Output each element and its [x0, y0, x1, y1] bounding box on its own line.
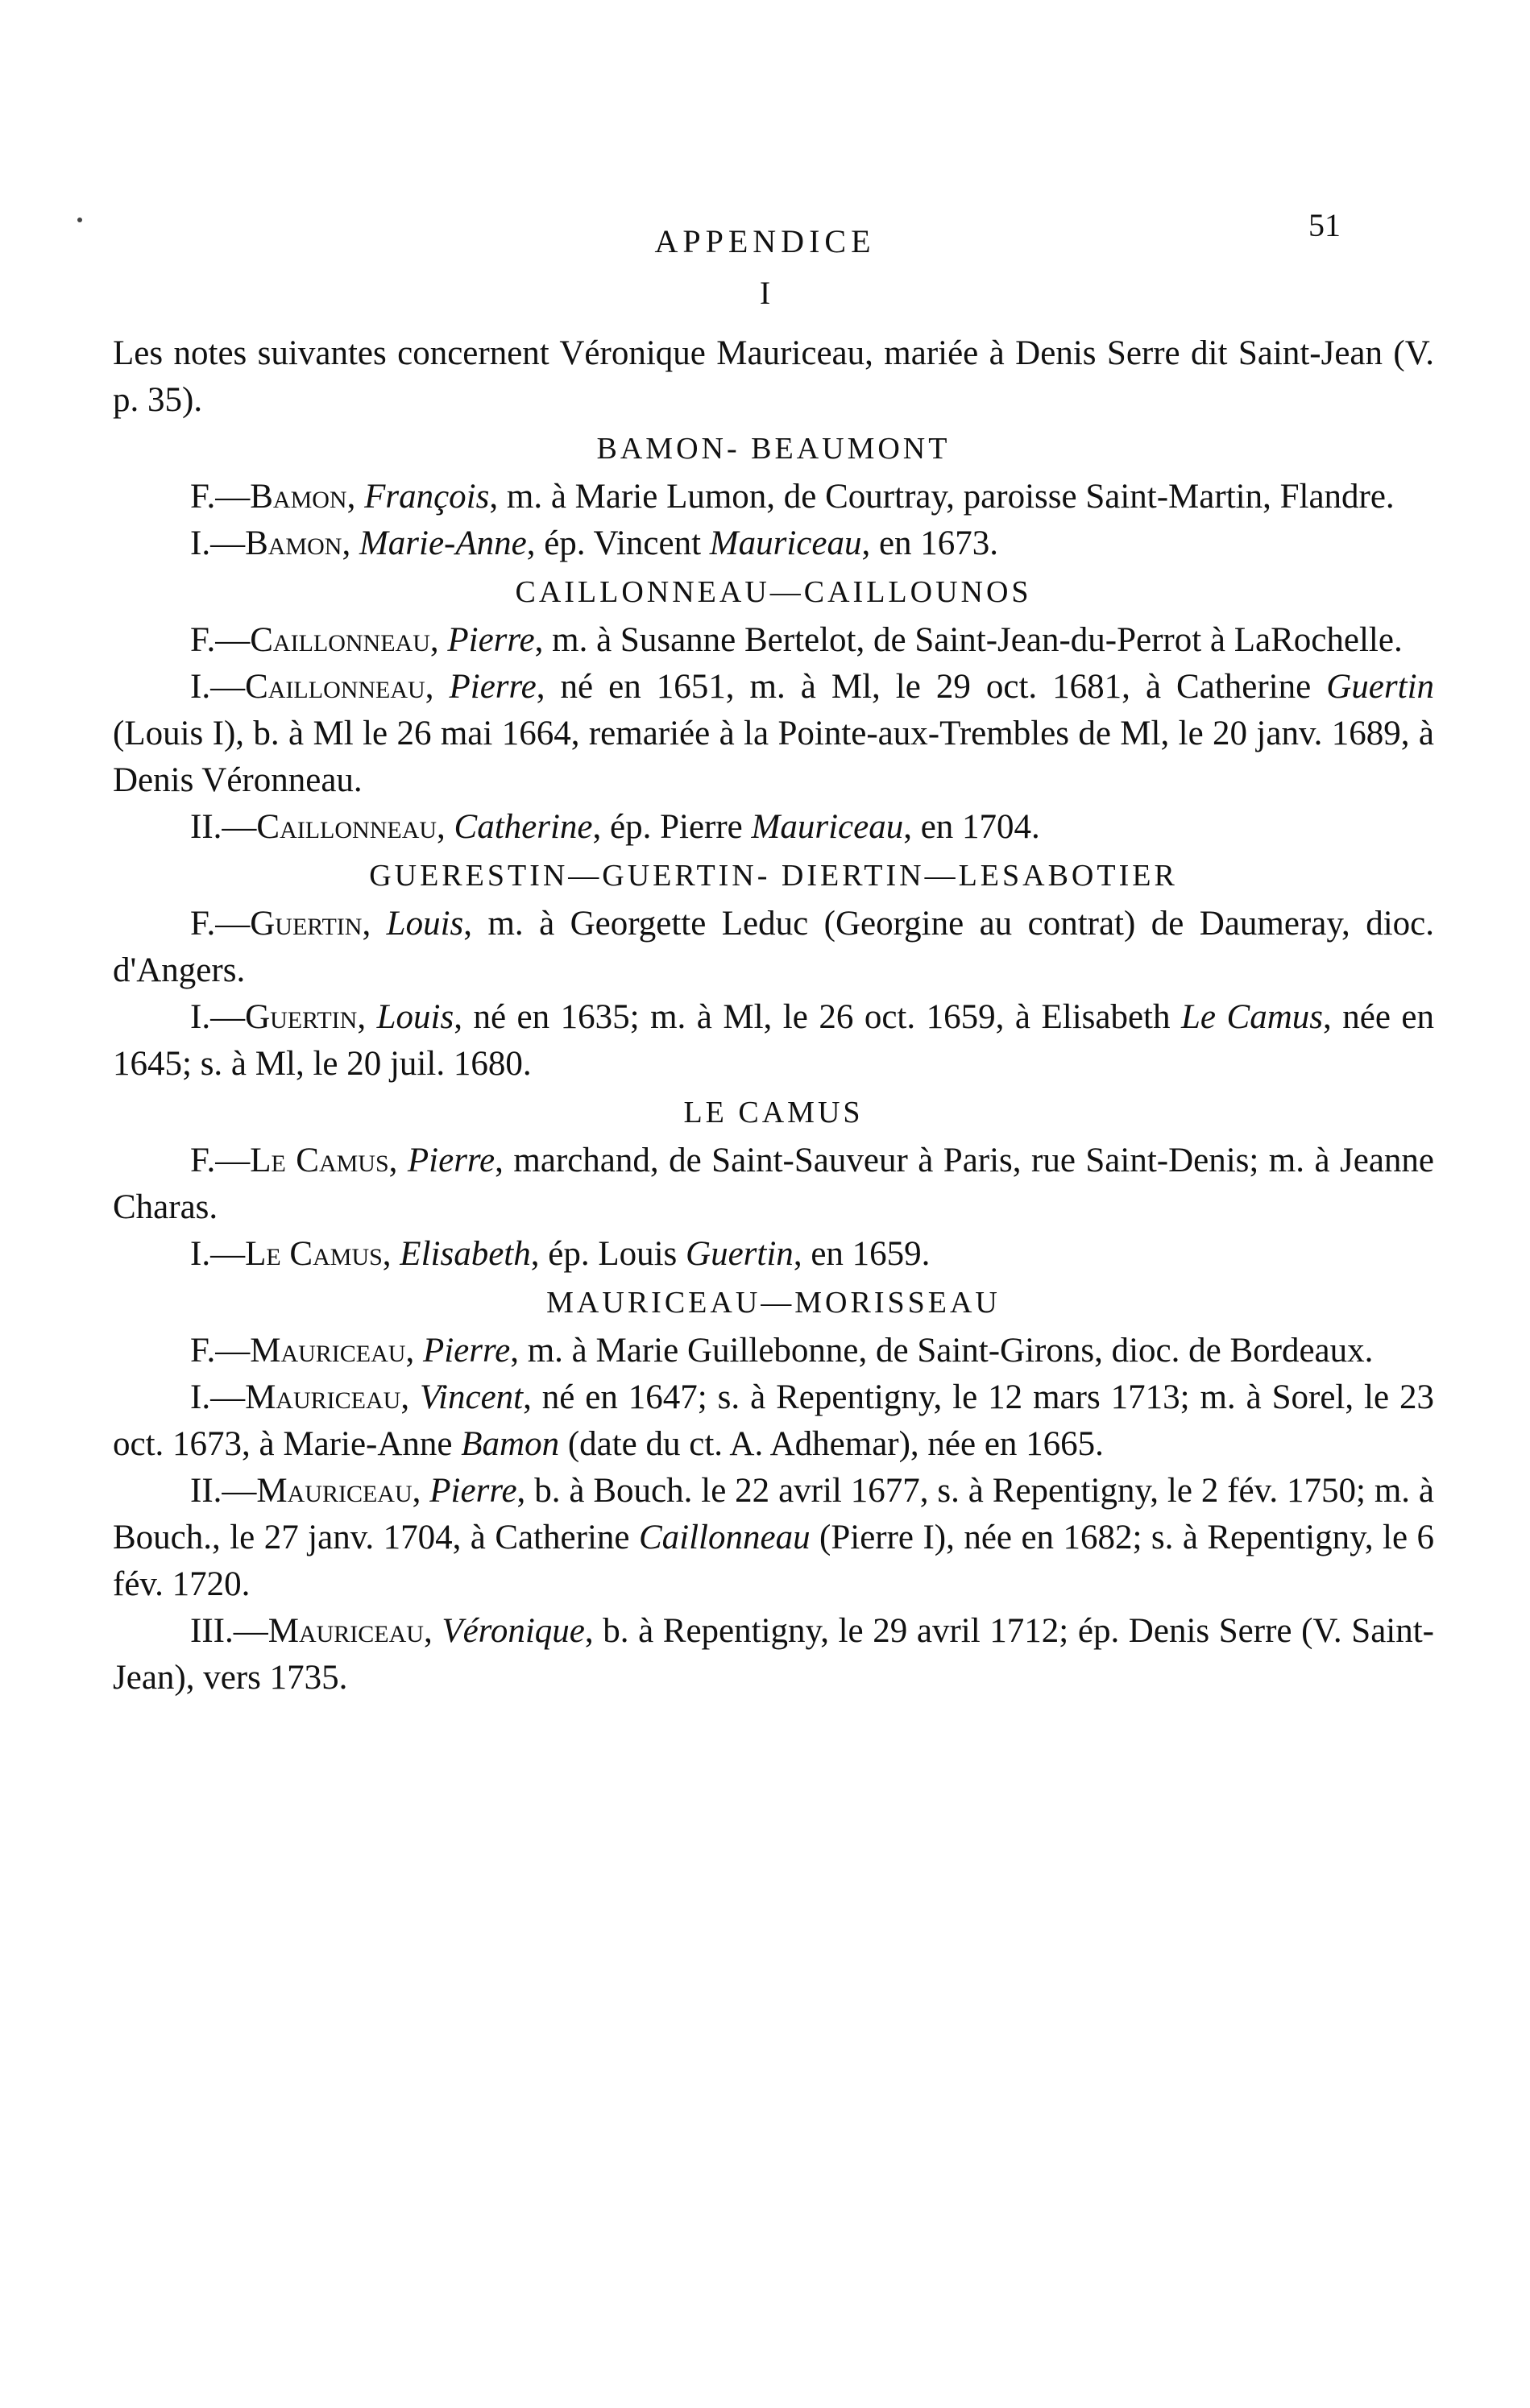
entry-text-continued: , en 1659.: [793, 1235, 931, 1273]
surname: Guertin: [250, 905, 363, 943]
given-name: Pierre: [422, 1332, 511, 1370]
given-name: Pierre: [407, 1142, 495, 1179]
surname: Le Camus: [245, 1235, 383, 1273]
surname: Caillonneau: [245, 668, 425, 706]
entry-text-continued: , en 1673.: [861, 524, 999, 562]
surname: Mauriceau: [267, 1612, 424, 1650]
intro-paragraph: Les notes suivantes concernent Véronique Mauriceau, mariée à Denis Serre dit Saint-Jean (V. p. 35).: [113, 334, 1434, 419]
entry-text-continued: , née en 1645; s. à Ml, le 20 juil. 1680.: [113, 998, 1435, 1083]
genealogy-entry: I.—Caillonneau, Pierre, né en 1651, m. à Ml, le 29 oct. 1681, à Catherine Guertin (Louis I), b. à Ml le 26 mai 1664, remariée à la Pointe-aux-Trembles de Ml, le 20 janv. 1689, à Denis Véronneau.: [113, 668, 1435, 799]
given-name: Pierre: [449, 668, 537, 706]
family-list: [113, 425, 1434, 1701]
surname: Caillonneau: [256, 808, 437, 846]
genealogy-entry: I.—Bamon, Marie-Anne, ép. Vincent Mauriceau, en 1673.: [190, 524, 999, 562]
genealogy-entry: I.—Guertin, Louis, né en 1635; m. à Ml, le 26 oct. 1659, à Elisabeth Le Camus, née en 1645; s. à Ml, le 20 juil. 1680.: [113, 998, 1435, 1083]
surname: Bamon: [250, 478, 347, 516]
genealogy-entry: II.—Caillonneau, Catherine, ép. Pierre Mauriceau, en 1704.: [190, 808, 1040, 846]
spouse-surname: Guertin: [686, 1235, 794, 1273]
entry-text: , m. à Georgette Leduc (Georgine au contrat) de Daumeray, dioc. d'Angers.: [113, 905, 1435, 989]
surname: Guertin: [245, 998, 358, 1036]
genealogy-entry: I.—Mauriceau, Vincent, né en 1647; s. à Repentigny, le 12 mars 1713; m. à Sorel, le 23 oct. 1673, à Marie-Anne Bamon (date du ct. A. Adhemar), née en 1665.: [113, 1378, 1434, 1463]
generation-marker: III.—: [190, 1612, 268, 1650]
generation-marker: F.—: [190, 905, 251, 943]
spouse-surname: Caillonneau: [638, 1519, 811, 1556]
family-heading: CAILLONNEAU—CAILLOUNOS: [515, 575, 1032, 609]
genealogy-entry: F.—Caillonneau, Pierre, m. à Susanne Bertelot, de Saint-Jean-du-Perrot à LaRochelle.: [190, 621, 1403, 659]
given-name: Véronique: [442, 1612, 585, 1650]
surname: Caillonneau: [250, 621, 430, 659]
section-number: I: [759, 275, 771, 311]
given-name: Vincent: [419, 1378, 524, 1416]
spouse-surname: Le Camus: [1181, 998, 1323, 1036]
entry-text: , ép. Louis: [530, 1235, 678, 1273]
genealogy-entry: F.—Bamon, François, m. à Marie Lumon, de Courtray, paroisse Saint-Martin, Flandre.: [190, 478, 1395, 516]
given-name: Louis: [386, 905, 464, 943]
family-heading: MAURICEAU—MORISSEAU: [546, 1286, 1001, 1320]
entry-text-continued: (Pierre I), née en 1682; s. à Repentigny, le 6 fév. 1720.: [113, 1519, 1435, 1603]
entry-text: , né en 1651, m. à Ml, le 29 oct. 1681, à Catherine: [536, 668, 1312, 706]
generation-marker: II.—: [190, 808, 257, 846]
page-title: APPENDICE: [654, 223, 876, 259]
surname: Le Camus: [250, 1142, 389, 1179]
given-name: Catherine: [454, 808, 593, 846]
entry-text-continued: , en 1704.: [903, 808, 1040, 846]
entry-text-continued: (Louis I), b. à Ml le 26 mai 1664, remariée à la Pointe-aux-Trembles de Ml, le 20 janv. 1689, à Denis Véronneau.: [113, 715, 1434, 799]
given-name: Marie-Anne: [359, 524, 527, 562]
surname: Mauriceau: [256, 1472, 413, 1510]
family-heading: GUERESTIN—GUERTIN- DIERTIN—LESABOTIER: [369, 859, 1178, 893]
generation-marker: I.—: [190, 668, 246, 706]
entry-text: , né en 1635; m. à Ml, le 26 oct. 1659, à Elisabeth: [454, 998, 1171, 1036]
entry-text: , b. à Repentigny, le 29 avril 1712; ép. Denis Serre (V. Saint-Jean), vers 1735.: [113, 1612, 1434, 1697]
genealogy-entry: III.—Mauriceau, Véronique, b. à Repentigny, le 29 avril 1712; ép. Denis Serre (V. Saint-Jean), vers 1735.: [113, 1612, 1434, 1697]
surname: Mauriceau: [245, 1378, 401, 1416]
genealogy-entry: II.—Mauriceau, Pierre, b. à Bouch. le 22 avril 1677, s. à Repentigny, le 2 fév. 1750; m. à Bouch., le 27 janv. 1704, à Catherine Caillonneau (Pierre I), née en 1682; s. à Repentigny, le 6 fév. 1720.: [113, 1472, 1435, 1603]
generation-marker: I.—: [190, 524, 246, 562]
generation-marker: I.—: [190, 998, 246, 1036]
genealogy-entry: F.—Mauriceau, Pierre, m. à Marie Guillebonne, de Saint-Girons, dioc. de Bordeaux.: [190, 1332, 1374, 1370]
entry-text: , ép. Vincent: [526, 524, 702, 562]
surname: Mauriceau: [250, 1332, 406, 1370]
entry-text: , m. à Marie Lumon, de Courtray, paroisse Saint-Martin, Flandre.: [489, 478, 1395, 516]
given-name: Louis: [376, 998, 454, 1036]
entry-text-continued: (date du ct. A. Adhemar), née en 1665.: [559, 1425, 1104, 1463]
given-name: Pierre: [447, 621, 535, 659]
spouse-surname: Guertin: [1326, 668, 1435, 706]
family-heading: LE CAMUS: [683, 1096, 864, 1129]
spouse-surname: Bamon: [461, 1425, 560, 1463]
entry-text: , marchand, de Saint-Sauveur à Paris, rue Saint-Denis; m. à Jeanne Charas.: [113, 1142, 1435, 1226]
surname: Bamon: [245, 524, 342, 562]
entry-text: , m. à Marie Guillebonne, de Saint-Girons, dioc. de Bordeaux.: [510, 1332, 1374, 1370]
given-name: François: [364, 478, 490, 516]
generation-marker: F.—: [190, 478, 251, 516]
generation-marker: F.—: [190, 1332, 251, 1370]
genealogy-entry: I.—Le Camus, Elisabeth, ép. Louis Guertin, en 1659.: [190, 1235, 931, 1273]
genealogy-entry: F.—Le Camus, Pierre, marchand, de Saint-Sauveur à Paris, rue Saint-Denis; m. à Jeanne Charas.: [113, 1142, 1435, 1226]
generation-marker: F.—: [190, 1142, 251, 1179]
page-number: 51: [1308, 207, 1341, 243]
given-name: Pierre: [429, 1472, 517, 1510]
generation-marker: F.—: [190, 621, 251, 659]
spouse-surname: Mauriceau: [751, 808, 904, 846]
entry-text: , né en 1647; s. à Repentigny, le 12 mars 1713; m. à Sorel, le 23 oct. 1673, à Marie-Anne: [113, 1378, 1434, 1463]
given-name: Elisabeth: [400, 1235, 531, 1273]
generation-marker: II.—: [190, 1472, 257, 1510]
entry-text: , m. à Susanne Bertelot, de Saint-Jean-du-Perrot à LaRochelle.: [534, 621, 1403, 659]
genealogy-entry: F.—Guertin, Louis, m. à Georgette Leduc (Georgine au contrat) de Daumeray, dioc. d'Angers.: [113, 905, 1435, 989]
family-heading: BAMON- BEAUMONT: [596, 432, 951, 466]
generation-marker: I.—: [190, 1235, 246, 1273]
spouse-surname: Mauriceau: [709, 524, 862, 562]
appendix-body: [113, 330, 1434, 1701]
entry-text: , b. à Bouch. le 22 avril 1677, s. à Repentigny, le 2 fév. 1750; m. à Bouch., le 27 janv. 1704, à Catherine: [113, 1472, 1435, 1556]
generation-marker: I.—: [190, 1378, 246, 1416]
entry-text: , ép. Pierre: [592, 808, 743, 846]
